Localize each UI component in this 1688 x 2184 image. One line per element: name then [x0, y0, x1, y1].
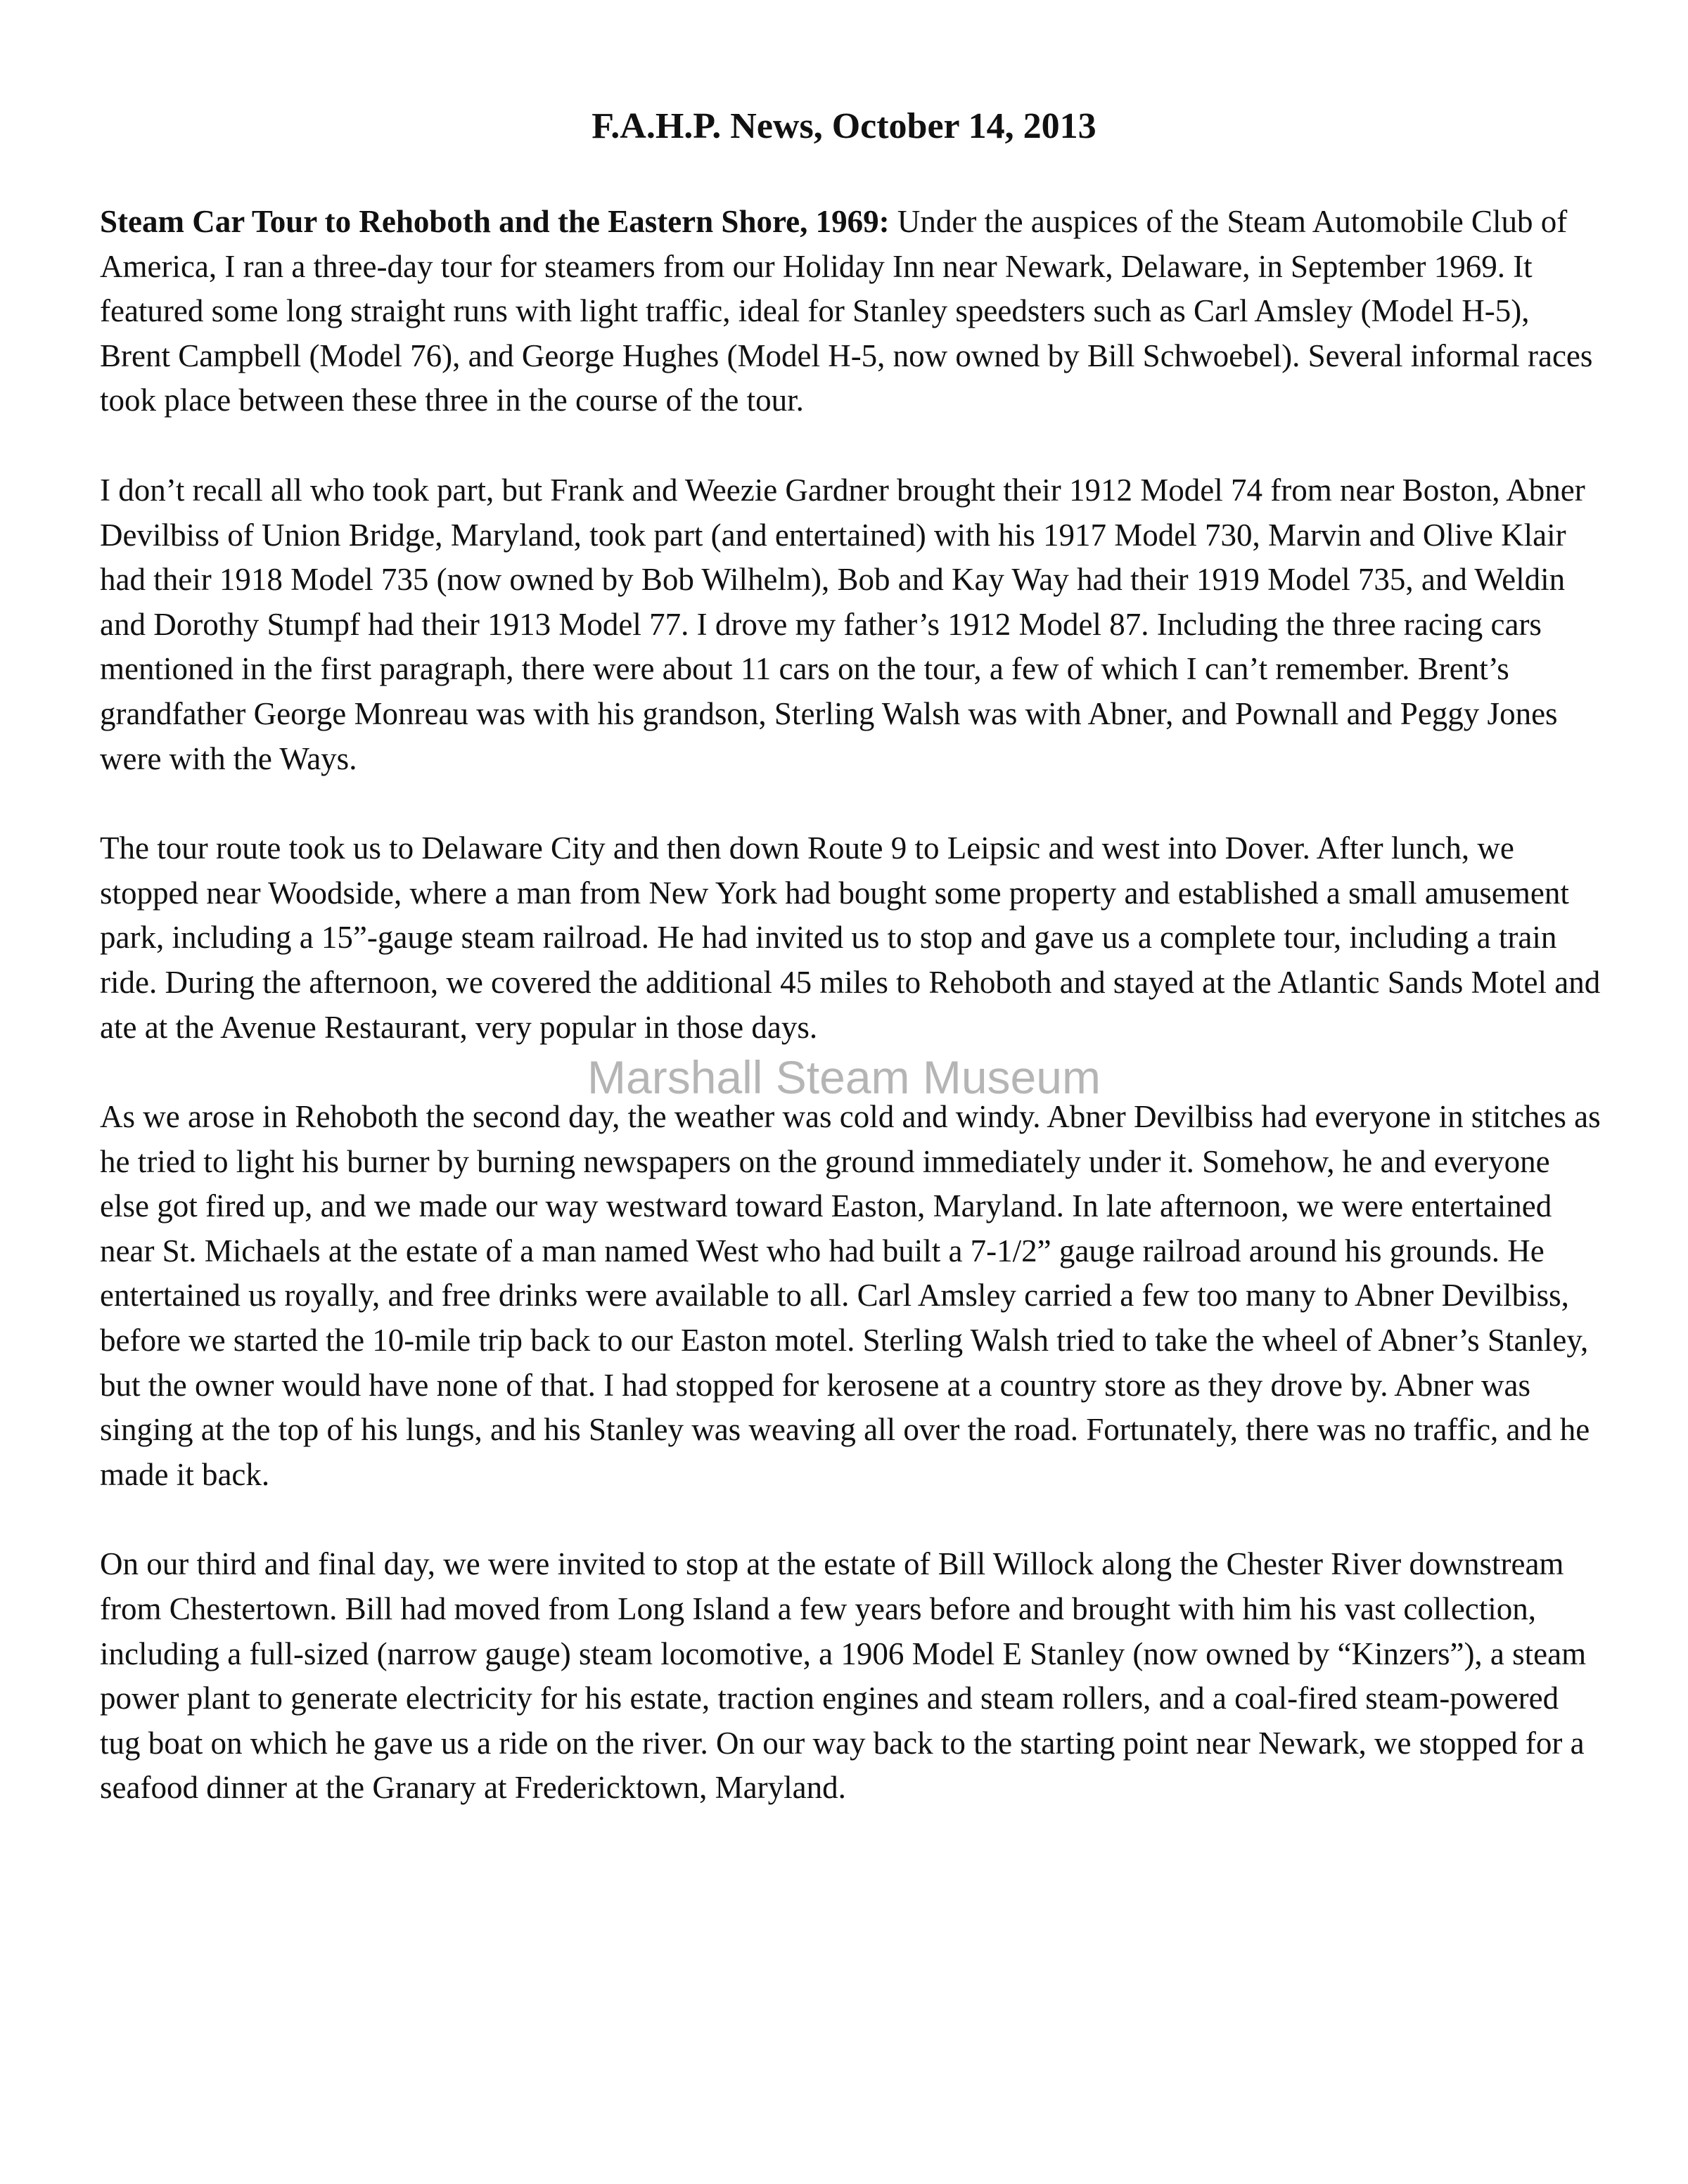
- paragraph-5: On our third and final day, we were invited to stop at the estate of Bill Willock along the Chester River downstream from Chestertown. Bill had moved from Long Island a few years before and brought with him his vast collection, including a full-sized (narrow gauge) steam locomotive, a 1906 Model E Stanley (now owned by “Kinzers”), a steam power plant to generate electricity for his estate, traction engines and steam rollers, and a coal-fired steam-powered tug boat on which he gave us a ride on the river. On our way back to the starting point near Newark, we stopped for a seafood dinner at the Granary at Fredericktown, Maryland.: [100, 1546, 1587, 1806]
- paragraph-1: [100, 200, 1605, 423]
- paragraph-2: I don’t recall all who took part, but Frank and Weezie Gardner brought their 1912 Model 74 from near Boston, Abner Devilbiss of Union Bridge, Maryland, took part (and entertained) with his 1917 Model 730, Marvin and Olive Klair had their 1918 Model 735 (now owned by Bob Wilhelm), Bob and Kay Way had their 1919 Model 735, and Weldin and Dorothy Stumpf had their 1913 Model 77. I drove my father’s 1912 Model 87. Including the three racing cars mentioned in the first paragraph, there were about 11 cars on the tour, a few of which I can’t remember. Brent’s grandfather George Monreau was with his grandson, Sterling Walsh was with Abner, and Pownall and Peggy Jones were with the Ways.: [100, 472, 1585, 776]
- paragraph-1-lead: Steam Car Tour to Rehoboth and the Eastern Shore, 1969:: [100, 204, 890, 239]
- page-title: F.A.H.P. News, October 14, 2013: [592, 106, 1096, 146]
- article-body: [100, 200, 1605, 1856]
- watermark-text: Marshall Steam Museum: [587, 1051, 1101, 1103]
- paragraph-1-text: Under the auspices of the Steam Automobile Club of America, I ran a three-day tour for steamers from our Holiday Inn near Newark, Delaware, in September 1969. It featured some long straight runs with light traffic, ideal for Stanley speedsters such as Carl Amsley (Model H-5), Brent Campbell (Model 76), and George Hughes (Model H-5, now owned by Bill Schwoebel). Several informal races took place between these three in the course of the tour.: [100, 204, 1593, 418]
- paragraph-4: As we arose in Rehoboth the second day, the weather was cold and windy. Abner Devilbiss had everyone in stitches as he tried to light his burner by burning newspapers on the ground immediately under it. Somehow, he and everyone else got fired up, and we made our way westward toward Easton, Maryland. In late afternoon, we were entertained near St. Michaels at the estate of a man named West who had built a 7-1/2” gauge railroad around his grounds. He entertained us royally, and free drinks were available to all. Carl Amsley carried a few too many to Abner Devilbiss, before we started the 10-mile trip back to our Easton motel. Sterling Walsh tried to take the wheel of Abner’s Stanley, but the owner would have none of that. I had stopped for kerosene at a country store as they drove by. Abner was singing at the top of his lungs, and his Stanley was weaving all over the road. Fortunately, there was no traffic, and he made it back.: [100, 1099, 1601, 1492]
- paragraph-3: The tour route took us to Delaware City and then down Route 9 to Leipsic and west into Dover. After lunch, we stopped near Woodside, where a man from New York had bought some property and established a small amusement park, including a 15”-gauge steam railroad. He had invited us to stop and gave us a complete tour, including a train ride. During the afternoon, we covered the additional 45 miles to Rehoboth and stayed at the Atlantic Sands Motel and ate at the Avenue Restaurant, very popular in those days.: [100, 830, 1601, 1045]
